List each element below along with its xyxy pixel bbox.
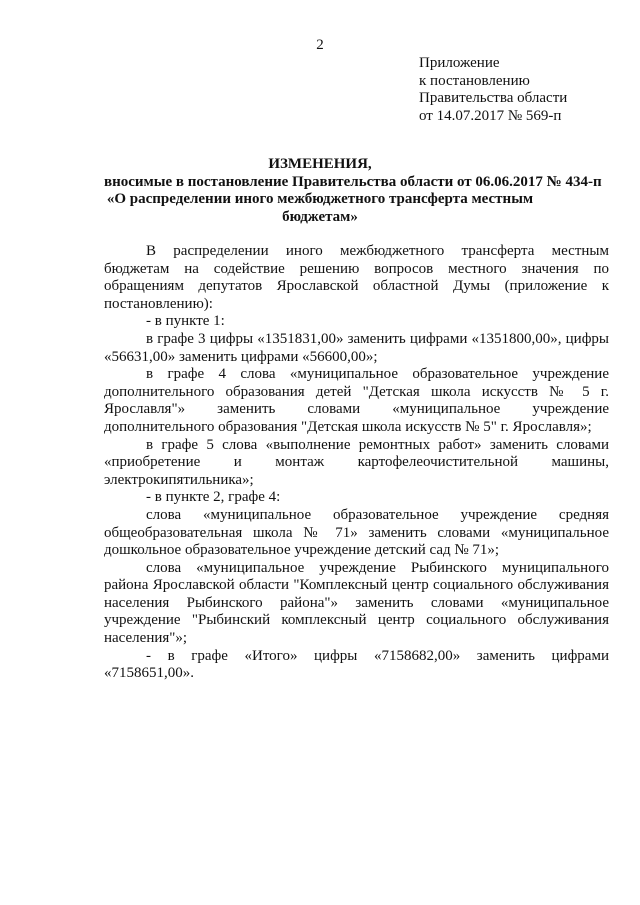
attachment-line: Правительства области bbox=[419, 90, 568, 106]
body-paragraph: - в графе «Итого» цифры «7158682,00» заменить цифрами «7158651,00». bbox=[104, 647, 609, 682]
document-body bbox=[104, 243, 609, 683]
body-paragraph: слова «муниципальное учреждение Рыбинского муниципального района Ярославской области "Комплексный центр социального обслуживания населения Рыбинского района"» заменить словами «муниципальное учреждение "Рыбинский комплексный центр социального обслуживания населения"»; bbox=[104, 559, 609, 647]
attachment-line: от 14.07.2017 № 569-п bbox=[419, 107, 562, 124]
body-paragraph: в графе 4 слова «муниципальное образовательное учреждение дополнительного образования детей "Детская школа искусств № 5 г. Ярославля"» заменить словами «муниципальное учреждение дополнительного образования "Детская школа искусств № 5" г. Ярославля»; bbox=[104, 366, 609, 435]
body-paragraph: В распределении иного межбюджетного трансферта местным бюджетам на содействие решению вопросов местного значения по обращениям депутатов Ярославской областной Думы (приложение к постановлению): bbox=[104, 243, 609, 312]
body-paragraph: слова «муниципальное образовательное учреждение средняя общеобразовательная школа № 71» заменить словами «муниципальное дошкольное образовательное учреждение детский сад № 71»; bbox=[104, 506, 609, 559]
body-paragraph: - в пункте 1: bbox=[146, 313, 225, 330]
attachment-block bbox=[419, 55, 629, 125]
title-line: вносимые в постановление Правительства области от 06.06.2017 № 434-п bbox=[104, 173, 602, 190]
title-line: бюджетам» bbox=[282, 208, 358, 225]
body-paragraph: в графе 3 цифры «1351831,00» заменить цифрами «1351800,00», цифры «56631,00» заменить цифрами «56600,00»; bbox=[104, 330, 609, 365]
body-paragraph: - в пункте 2, графе 4: bbox=[146, 489, 281, 506]
body-paragraph: в графе 5 слова «выполнение ремонтных работ» заменить словами «приобретение и монтаж картофелеочистительной машины, электрокипятильника»; bbox=[104, 436, 609, 488]
attachment-line: Приложение bbox=[419, 55, 500, 71]
title-heading: ИЗМЕНЕНИЯ, bbox=[268, 156, 372, 172]
document-title bbox=[104, 156, 602, 226]
attachment-line: к постановлению bbox=[419, 72, 530, 89]
title-line: «О распределении иного межбюджетного трансферта местным bbox=[106, 191, 534, 207]
page-number: 2 bbox=[316, 37, 324, 53]
